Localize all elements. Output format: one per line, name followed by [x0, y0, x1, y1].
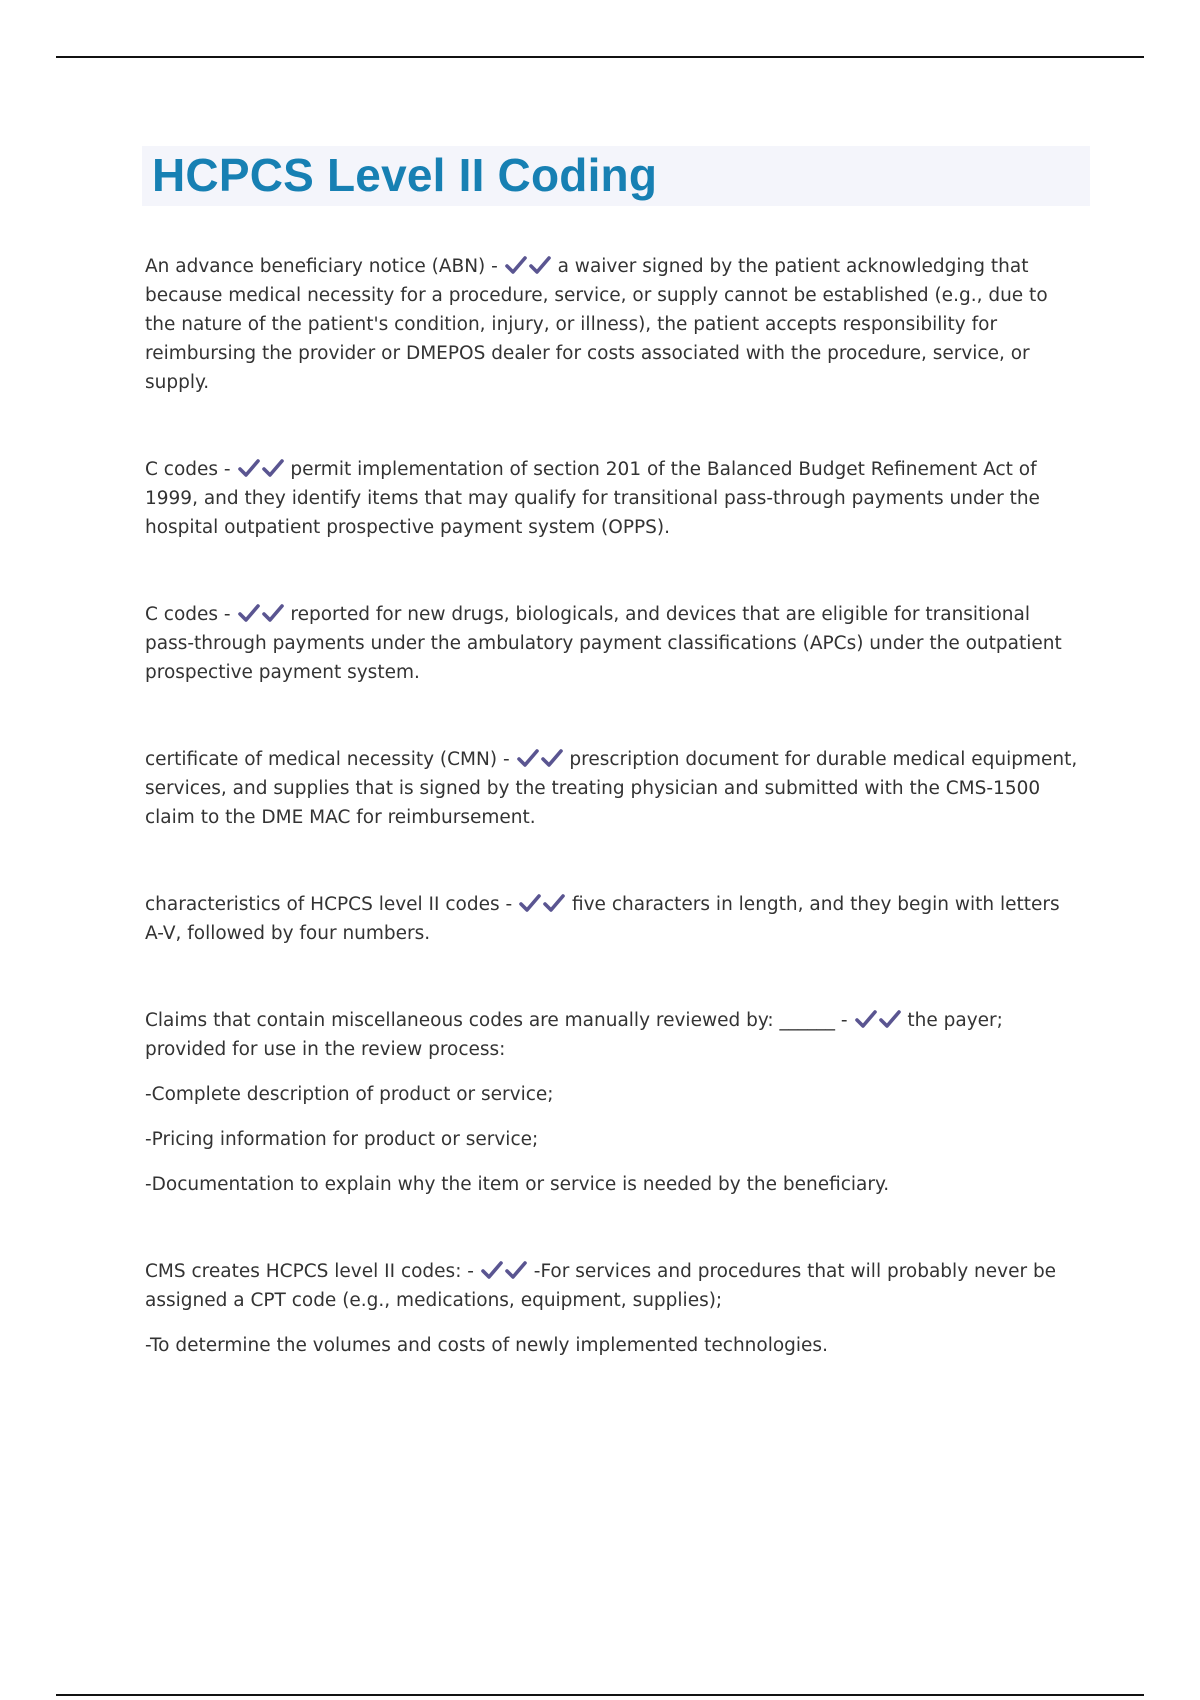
check-icon: [262, 603, 284, 623]
entry-text: [145, 600, 1080, 687]
entry-text: [145, 252, 1080, 397]
check-icon: [481, 1260, 503, 1280]
flashcard-entry: [145, 745, 1080, 832]
flashcard-entry: [145, 1257, 1080, 1360]
check-icon: [238, 458, 260, 478]
entry-term: An advance beneficiary notice (ABN) -: [145, 256, 498, 277]
entry-definition: the payer; provided for use in the review process:: [145, 1010, 1003, 1060]
flashcard-entry: [145, 252, 1080, 397]
page-title: HCPCS Level II Coding: [152, 149, 658, 201]
flashcard-entry: [145, 455, 1080, 542]
check-icon: [262, 458, 284, 478]
document-body: [145, 252, 1080, 1360]
entry-definition: prescription document for durable medical equipment, services, and supplies that is signed by the treating physician and submitted with the CMS-1500 claim to the DME MAC for reimbursement.: [145, 749, 1078, 828]
entry-term: Claims that contain miscellaneous codes are manually reviewed by: ______ -: [145, 1010, 848, 1031]
entry-text: [145, 745, 1080, 832]
entry-text: [145, 890, 1080, 948]
check-icon: [855, 1009, 877, 1029]
check-icon: [517, 748, 539, 768]
bottom-rule: [56, 1694, 1144, 1696]
check-icon: [879, 1009, 901, 1029]
check-icon: [505, 1260, 527, 1280]
entry-text: [145, 455, 1080, 542]
entry-definition: a waiver signed by the patient acknowledging that because medical necessity for a procedure, service, or supply cannot be established (e.g., due to the nature of the patient's condition, injury, or illness), the patient accepts responsibility for reimbursing the provider or DMEPOS dealer for costs associated with the procedure, service, or supply.: [145, 256, 1048, 393]
check-icon: [529, 255, 551, 275]
check-icon: [543, 893, 565, 913]
entry-text: [145, 1006, 1080, 1064]
entry-term: certificate of medical necessity (CMN) -: [145, 749, 510, 770]
check-icon: [519, 893, 541, 913]
entry-extra-line: -Documentation to explain why the item or service is needed by the beneficiary.: [145, 1174, 890, 1195]
entry-term: C codes -: [145, 604, 231, 625]
entry-text: [145, 1257, 1080, 1315]
top-rule: [56, 56, 1144, 58]
entry-definition: -For services and procedures that will probably never be assigned a CPT code (e.g., medications, equipment, supplies);: [145, 1261, 1057, 1311]
entry-term: CMS creates HCPCS level II codes: -: [145, 1261, 474, 1282]
entry-extra-line: -Pricing information for product or service;: [145, 1129, 539, 1150]
entry-definition: permit implementation of section 201 of the Balanced Budget Refinement Act of 1999, and they identify items that may qualify for transitional pass-through payments under the hospital outpatient prospective payment system (OPPS).: [145, 459, 1040, 538]
entry-definition: five characters in length, and they begin with letters A-V, followed by four numbers.: [145, 894, 1060, 944]
check-icon: [505, 255, 527, 275]
entry-term: C codes -: [145, 459, 231, 480]
entry-extra-line: -To determine the volumes and costs of newly implemented technologies.: [145, 1335, 828, 1356]
flashcard-entry: [145, 1006, 1080, 1199]
entry-extra-line: -Complete description of product or service;: [145, 1084, 554, 1105]
flashcard-entry: [145, 890, 1080, 948]
entry-definition: reported for new drugs, biologicals, and devices that are eligible for transitional pass-through payments under the ambulatory payment classifications (APCs) under the outpatient prospective payment system.: [145, 604, 1062, 683]
check-icon: [238, 603, 260, 623]
entry-term: characteristics of HCPCS level II codes -: [145, 894, 513, 915]
check-icon: [541, 748, 563, 768]
flashcard-entry: [145, 600, 1080, 687]
